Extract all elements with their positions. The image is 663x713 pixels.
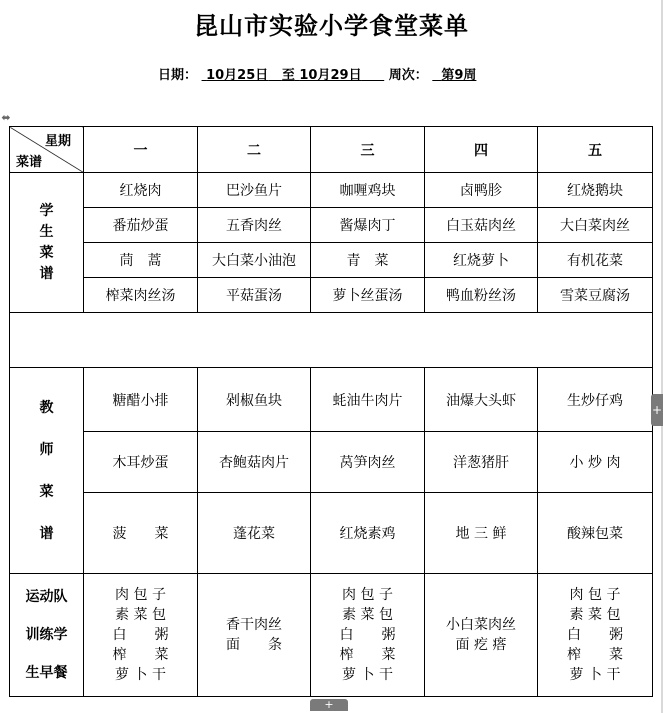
teacher-category: 教 师 菜 谱 — [10, 368, 84, 574]
dish-cell: 木耳炒蛋 — [84, 432, 198, 493]
dish-cell: 油爆大头虾 — [425, 368, 538, 432]
date-range — [202, 68, 385, 83]
day-header: 一 — [84, 127, 198, 173]
day-header: 二 — [198, 127, 311, 173]
teacher-row — [10, 493, 653, 574]
day-header-row — [10, 127, 653, 173]
date-line — [158, 64, 476, 83]
dish-cell: 红烧素鸡 — [311, 493, 425, 574]
start-date: 10月25日 — [206, 68, 269, 83]
dish-cell: 蓬花菜 — [198, 493, 311, 574]
dish-cell: 青 菜 — [311, 243, 425, 278]
day-header: 四 — [425, 127, 538, 173]
blank-cell — [10, 313, 653, 368]
dish-cell: 酱爆肉丁 — [311, 208, 425, 243]
week-label: 周次： — [388, 68, 428, 83]
breakfast-row — [10, 574, 653, 697]
dish-cell: 巴沙鱼片 — [198, 173, 311, 208]
corner-menu: 菜谱 — [16, 155, 43, 170]
week-value — [432, 68, 476, 83]
student-row — [10, 173, 653, 208]
dish-cell: 小 炒 肉 — [538, 432, 653, 493]
breakfast-cell: 小白菜肉丝 面 疙 瘩 — [425, 574, 538, 697]
dish-cell: 大白菜小油泡 — [198, 243, 311, 278]
menu-table — [9, 126, 653, 697]
day-header: 五 — [538, 127, 653, 173]
dish-cell: 酸辣包菜 — [538, 493, 653, 574]
breakfast-cell: 肉 包 子 素 菜 包 白 粥 榨 菜 萝 卜 干 — [538, 574, 653, 697]
student-row — [10, 278, 653, 313]
dish-cell: 红烧鹅块 — [538, 173, 653, 208]
week-number: 第9周 — [441, 68, 477, 83]
dish-cell: 剁椒鱼块 — [198, 368, 311, 432]
add-column-button[interactable]: + — [651, 394, 663, 426]
date-label: 日期： — [158, 68, 198, 83]
breakfast-category: 运动队 训练学 生早餐 — [10, 574, 84, 697]
dish-cell: 白玉菇肉丝 — [425, 208, 538, 243]
add-row-button[interactable]: + — [310, 699, 348, 711]
dish-cell: 杏鲍菇肉片 — [198, 432, 311, 493]
dish-cell: 五香肉丝 — [198, 208, 311, 243]
dish-cell: 番茄炒蛋 — [84, 208, 198, 243]
dish-cell: 咖喱鸡块 — [311, 173, 425, 208]
dish-cell: 榨菜肉丝汤 — [84, 278, 198, 313]
dish-cell: 莴笋肉丝 — [311, 432, 425, 493]
dish-cell: 鸭血粉丝汤 — [425, 278, 538, 313]
dish-cell: 大白菜肉丝 — [538, 208, 653, 243]
breakfast-cell: 肉 包 子 素 菜 包 白 粥 榨 菜 萝 卜 干 — [311, 574, 425, 697]
teacher-row — [10, 432, 653, 493]
student-row — [10, 243, 653, 278]
dish-cell: 洋葱猪肝 — [425, 432, 538, 493]
teacher-row — [10, 368, 653, 432]
dish-cell: 糖醋小排 — [84, 368, 198, 432]
dish-cell: 菠 菜 — [84, 493, 198, 574]
dish-cell: 平菇蛋汤 — [198, 278, 311, 313]
dish-cell: 茼 蒿 — [84, 243, 198, 278]
day-header: 三 — [311, 127, 425, 173]
dish-cell: 有机花菜 — [538, 243, 653, 278]
corner-header — [10, 127, 84, 173]
dish-cell: 红烧肉 — [84, 173, 198, 208]
dish-cell: 卤鸭胗 — [425, 173, 538, 208]
dish-cell: 蚝油牛肉片 — [311, 368, 425, 432]
corner-weekday: 星期 — [44, 134, 71, 149]
blank-row — [10, 313, 653, 368]
student-category: 学 生 菜 谱 — [10, 173, 84, 313]
dish-cell: 地 三 鲜 — [425, 493, 538, 574]
table-move-icon[interactable]: ⬌ — [1, 111, 11, 124]
end-date: 10月29日 — [299, 68, 362, 83]
breakfast-cell: 香干肉丝 面 条 — [198, 574, 311, 697]
date-to: 至 — [281, 68, 295, 83]
breakfast-cell: 肉 包 子 素 菜 包 白 粥 榨 菜 萝 卜 干 — [84, 574, 198, 697]
dish-cell: 萝卜丝蛋汤 — [311, 278, 425, 313]
dish-cell: 红烧萝卜 — [425, 243, 538, 278]
dish-cell: 雪菜豆腐汤 — [538, 278, 653, 313]
dish-cell: 生炒仔鸡 — [538, 368, 653, 432]
student-row — [10, 208, 653, 243]
menu-title: 昆山市实验小学食堂菜单 — [194, 12, 469, 40]
